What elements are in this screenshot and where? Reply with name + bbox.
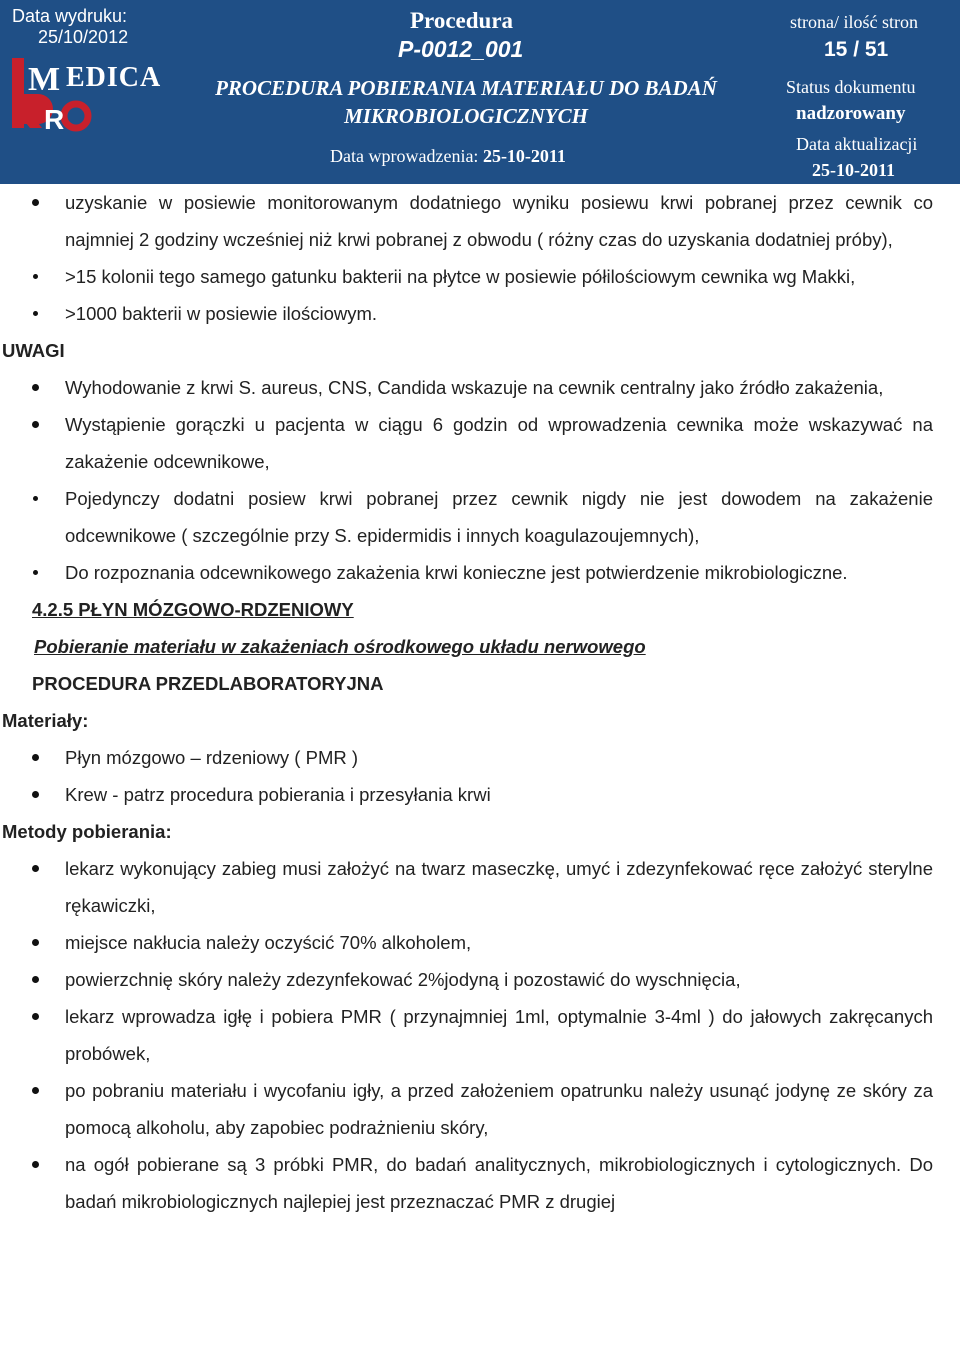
uwagi-heading: UWAGI	[2, 340, 65, 361]
introduction-date-value: 25-10-2011	[482, 146, 566, 166]
page-count-label: strona/ ilość stron	[790, 12, 918, 32]
svg-text:M: M	[28, 61, 61, 98]
list-item: Do rozpoznania odcewnikowego zakażenia krwi konieczne jest potwierdzenie mikrobiologiczne.	[65, 554, 933, 591]
introduction-date	[330, 146, 566, 167]
list-item: uzyskanie w posiewie monitorowanym dodatniego wyniku posiewu krwi pobranej przez cewnik co najmniej 2 godziny wcześniej niż krwi pobranej z obwodu ( różny czas do uzyskania dodatniej próby),	[65, 184, 933, 258]
document-body	[0, 184, 960, 1220]
procedure-label: Procedura	[410, 8, 514, 33]
section-procedure-label: PROCEDURA PRZEDLABORATORYJNA	[32, 673, 384, 694]
list-item: Wyhodowanie z krwi S. aureus, CNS, Candida wskazuje na cewnik centralny jako źródło zakażenia,	[65, 369, 933, 406]
procedure-title-line1: PROCEDURA POBIERANIA MATERIAŁU DO BADAŃ	[215, 76, 717, 100]
list-item: >15 kolonii tego samego gatunku bakterii na płytce w posiewie półilościowym cewnika wg Makki,	[65, 258, 933, 295]
section-heading: 4.2.5 PŁYN MÓZGOWO-RDZENIOWY	[32, 599, 354, 620]
page-count-value: 15 / 51	[824, 38, 889, 61]
svg-text:EDICA: EDICA	[66, 62, 162, 93]
list-item: Krew - patrz procedura pobierania i przesyłania krwi	[65, 776, 933, 813]
list-item: Pojedynczy dodatni posiew krwi pobranej przez cewnik nigdy nie jest dowodem na zakażenie odcewnikowe ( szczególnie przy S. epidermidis i innych koagulazoujemnych),	[65, 480, 933, 554]
status-value: nadzorowany	[796, 103, 906, 124]
methods-heading: Metody pobierania:	[2, 821, 172, 842]
list-item: powierzchnię skóry należy zdezynfekować 2%jodyną i pozostawić do wyschnięcia,	[65, 961, 933, 998]
list-item: miejsce nakłucia należy oczyścić 70% alkoholem,	[65, 924, 933, 961]
update-date-value: 25-10-2011	[812, 160, 895, 180]
procedure-title	[186, 74, 746, 130]
svg-text:R: R	[44, 104, 65, 132]
medica-logo-mark	[8, 52, 173, 132]
print-date-value: 25/10/2012	[38, 27, 129, 47]
list-item: Płyn mózgowo – rdzeniowy ( PMR )	[65, 739, 933, 776]
list-item: >1000 bakterii w posiewie ilościowym.	[65, 295, 933, 332]
introduction-date-label: Data wprowadzenia:	[330, 146, 479, 166]
list-item: lekarz wprowadza igłę i pobiera PMR ( przynajmniej 1ml, optymalnie 3-4ml ) do jałowych zakręcanych probówek,	[65, 998, 933, 1072]
print-date-label: Data wydruku:	[12, 6, 128, 26]
procedure-title-line2: MIKROBIOLOGICZNYCH	[344, 104, 588, 128]
procedure-code: P-0012_001	[398, 36, 524, 62]
list-item: na ogół pobierane są 3 próbki PMR, do badań analitycznych, mikrobiologicznych i cytologicznych. Do badań mikrobiologicznych najlepiej jest przeznaczać PMR z drugiej	[65, 1146, 933, 1220]
status-label: Status dokumentu	[786, 77, 916, 97]
list-item: po pobraniu materiału i wycofaniu igły, a przed założeniem opatrunku należy usunąć jodynę ze skóry za pomocą alkoholu, aby zapobiec podrażnieniu skóry,	[65, 1072, 933, 1146]
materials-heading: Materiały:	[2, 710, 89, 731]
section-subtitle: Pobieranie materiału w zakażeniach ośrodkowego układu nerwowego	[34, 636, 646, 657]
medica-logo	[8, 52, 173, 132]
update-date-label: Data aktualizacji	[796, 134, 918, 154]
list-item: lekarz wykonujący zabieg musi założyć na twarz maseczkę, umyć i zdezynfekować ręce założyć sterylne rękawiczki,	[65, 850, 933, 924]
document-header	[0, 0, 960, 184]
list-item: Wystąpienie gorączki u pacjenta w ciągu 6 godzin od wprowadzenia cewnika może wskazywać na zakażenie odcewnikowe,	[65, 406, 933, 480]
